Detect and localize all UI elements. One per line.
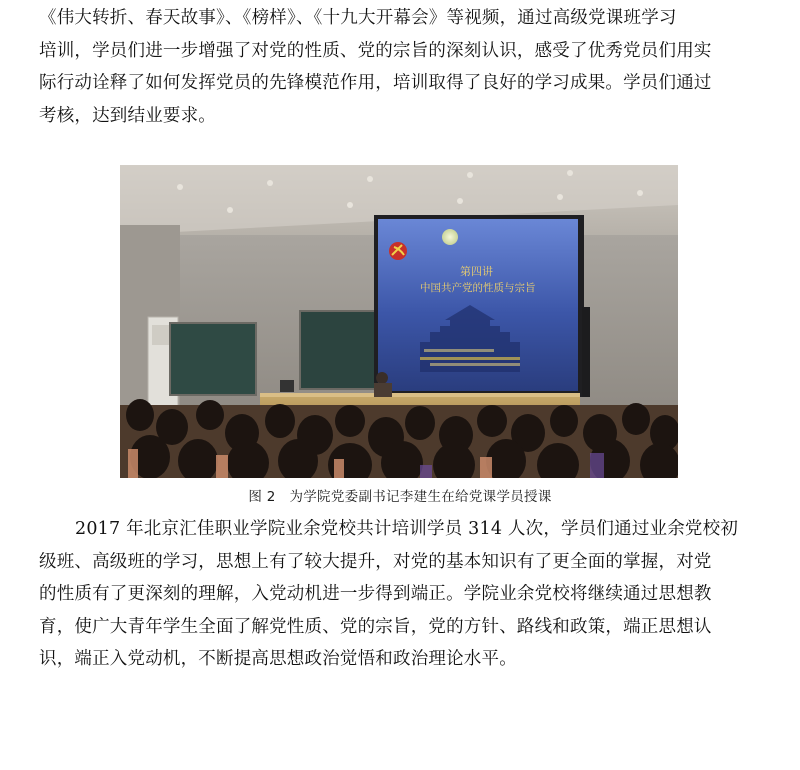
text-line: 的性质有了更深刻的理解，入党动机进一步得到端正。学院业余党校将继续通过思想教	[39, 584, 712, 604]
text-line: 培训，学员们进一步增强了对党的性质、党的宗旨的深刻认识，感受了优秀党员们用实	[39, 40, 712, 61]
paragraph-bottom	[39, 513, 761, 676]
text-line: 《伟大转折、春天故事》、《榜样》、《十九大开幕会》等视频，通过高级党课班学习	[39, 8, 677, 28]
figure-caption: 图 2 为学院党委副书记李建生在给党课学员授课	[248, 489, 552, 505]
text-line: 育，使广大青年学生全面了解党性质、党的宗旨，党的方针、路线和政策，端正思想认	[39, 616, 712, 637]
lecture-photo	[120, 165, 678, 478]
text-line: 识，端正入党动机，不断提高思想政治觉悟和政治理论水平。	[39, 649, 517, 669]
text-line: 级班、高级班的学习，思想上有了较大提升，对党的基本知识有了更全面的掌握，对党	[39, 551, 712, 572]
slide-title-line2: 中国共产党的性质与宗旨	[420, 282, 536, 294]
text-line: 2017 年北京汇佳职业学院业余党校共计培训学员 314 人次，学员们通过业余党校初	[75, 519, 739, 539]
paragraph-top	[39, 2, 761, 132]
text-line: 际行动诠释了如何发挥党员的先锋模范作用，培训取得了良好的学习成果。学员们通过	[39, 73, 712, 93]
slide-title-line1: 第四讲	[460, 265, 493, 278]
text-line: 考核，达到结业要求。	[39, 105, 216, 126]
